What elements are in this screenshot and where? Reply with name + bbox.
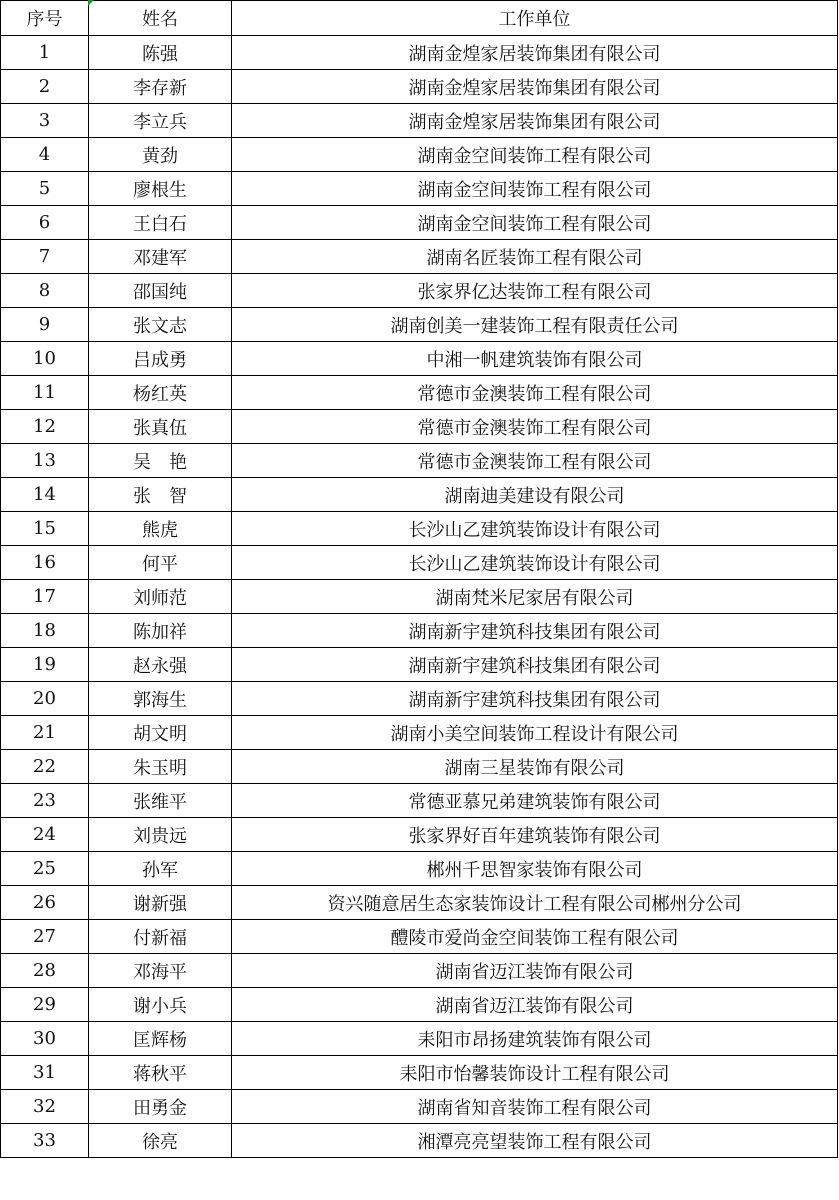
person-name: 何平 <box>89 546 232 580</box>
person-name: 徐亮 <box>89 1124 232 1158</box>
table-row <box>1 988 838 1022</box>
table-row <box>1 682 838 716</box>
person-name: 刘贵远 <box>89 818 232 852</box>
row-number: 6 <box>1 206 89 240</box>
work-unit: 湖南省迈江装饰有限公司 <box>232 988 838 1022</box>
row-number: 3 <box>1 104 89 138</box>
work-unit: 湖南新宇建筑科技集团有限公司 <box>232 682 838 716</box>
row-number: 33 <box>1 1124 89 1158</box>
table-row <box>1 444 838 478</box>
work-unit: 常德市金澳装饰工程有限公司 <box>232 444 838 478</box>
person-name: 吕成勇 <box>89 342 232 376</box>
work-unit: 常德市金澳装饰工程有限公司 <box>232 376 838 410</box>
table-row <box>1 818 838 852</box>
table-row <box>1 36 838 70</box>
work-unit: 湖南金空间装饰工程有限公司 <box>232 138 838 172</box>
row-number: 26 <box>1 886 89 920</box>
work-unit: 湖南新宇建筑科技集团有限公司 <box>232 648 838 682</box>
person-name: 赵永强 <box>89 648 232 682</box>
table-row <box>1 478 838 512</box>
person-name: 邓海平 <box>89 954 232 988</box>
work-unit: 张家界好百年建筑装饰有限公司 <box>232 818 838 852</box>
person-name: 田勇金 <box>89 1090 232 1124</box>
table-row <box>1 852 838 886</box>
row-number: 19 <box>1 648 89 682</box>
row-number: 15 <box>1 512 89 546</box>
work-unit: 长沙山乙建筑装饰设计有限公司 <box>232 546 838 580</box>
table-row <box>1 886 838 920</box>
work-unit: 醴陵市爱尚金空间装饰工程有限公司 <box>232 920 838 954</box>
person-name: 张文志 <box>89 308 232 342</box>
row-number: 18 <box>1 614 89 648</box>
row-number: 1 <box>1 36 89 70</box>
row-number: 14 <box>1 478 89 512</box>
table-row <box>1 920 838 954</box>
row-number: 7 <box>1 240 89 274</box>
table-row <box>1 104 838 138</box>
person-name: 廖根生 <box>89 172 232 206</box>
row-number: 24 <box>1 818 89 852</box>
row-number: 27 <box>1 920 89 954</box>
table-row <box>1 546 838 580</box>
row-number: 23 <box>1 784 89 818</box>
person-name: 杨红英 <box>89 376 232 410</box>
header-row <box>1 1 838 36</box>
work-unit: 湖南创美一建装饰工程有限责任公司 <box>232 308 838 342</box>
person-name: 孙军 <box>89 852 232 886</box>
table-row <box>1 512 838 546</box>
table-row <box>1 580 838 614</box>
row-number: 25 <box>1 852 89 886</box>
work-unit: 湖南小美空间装饰工程设计有限公司 <box>232 716 838 750</box>
row-number: 10 <box>1 342 89 376</box>
table-row <box>1 716 838 750</box>
work-unit: 常德亚慕兄弟建筑装饰有限公司 <box>232 784 838 818</box>
person-name: 吴 艳 <box>89 444 232 478</box>
person-name: 张真伍 <box>89 410 232 444</box>
table-row <box>1 648 838 682</box>
work-unit: 湖南金煌家居装饰集团有限公司 <box>232 70 838 104</box>
work-unit: 张家界亿达装饰工程有限公司 <box>232 274 838 308</box>
row-number: 8 <box>1 274 89 308</box>
row-number: 17 <box>1 580 89 614</box>
person-name: 陈强 <box>89 36 232 70</box>
work-unit: 湖南迪美建设有限公司 <box>232 478 838 512</box>
row-number: 2 <box>1 70 89 104</box>
header-unit: 工作单位 <box>232 1 838 36</box>
row-number: 31 <box>1 1056 89 1090</box>
work-unit: 湖南梵米尼家居有限公司 <box>232 580 838 614</box>
work-unit: 长沙山乙建筑装饰设计有限公司 <box>232 512 838 546</box>
table-row <box>1 308 838 342</box>
person-name: 邵国纯 <box>89 274 232 308</box>
person-name: 胡文明 <box>89 716 232 750</box>
work-unit: 中湘一帆建筑装饰有限公司 <box>232 342 838 376</box>
table-row <box>1 172 838 206</box>
work-unit: 资兴随意居生态家装饰设计工程有限公司郴州分公司 <box>232 886 838 920</box>
table-row <box>1 274 838 308</box>
person-name: 熊虎 <box>89 512 232 546</box>
work-unit: 湖南新宇建筑科技集团有限公司 <box>232 614 838 648</box>
person-name: 张维平 <box>89 784 232 818</box>
person-name: 张 智 <box>89 478 232 512</box>
table-row <box>1 954 838 988</box>
cell-comment-marker <box>88 0 94 6</box>
row-number: 30 <box>1 1022 89 1056</box>
person-name: 蒋秋平 <box>89 1056 232 1090</box>
row-number: 28 <box>1 954 89 988</box>
row-number: 21 <box>1 716 89 750</box>
header-no: 序号 <box>1 1 89 36</box>
row-number: 5 <box>1 172 89 206</box>
work-unit: 湖南金空间装饰工程有限公司 <box>232 206 838 240</box>
row-number: 9 <box>1 308 89 342</box>
work-unit: 耒阳市怡馨装饰设计工程有限公司 <box>232 1056 838 1090</box>
person-name: 王白石 <box>89 206 232 240</box>
table-row <box>1 240 838 274</box>
person-name: 黄劲 <box>89 138 232 172</box>
table-row <box>1 70 838 104</box>
row-number: 11 <box>1 376 89 410</box>
work-unit: 湖南三星装饰有限公司 <box>232 750 838 784</box>
table-row <box>1 206 838 240</box>
table-row <box>1 342 838 376</box>
table-row <box>1 1090 838 1124</box>
person-name: 付新福 <box>89 920 232 954</box>
person-name: 谢新强 <box>89 886 232 920</box>
row-number: 12 <box>1 410 89 444</box>
work-unit: 湖南省知音装饰工程有限公司 <box>232 1090 838 1124</box>
row-number: 13 <box>1 444 89 478</box>
work-unit: 常德市金澳装饰工程有限公司 <box>232 410 838 444</box>
table-row <box>1 784 838 818</box>
person-name: 邓建军 <box>89 240 232 274</box>
work-unit: 湖南金空间装饰工程有限公司 <box>232 172 838 206</box>
row-number: 16 <box>1 546 89 580</box>
header-name: 姓名 <box>89 1 232 36</box>
table-row <box>1 1124 838 1158</box>
work-unit: 湘潭亮亮望装饰工程有限公司 <box>232 1124 838 1158</box>
row-number: 29 <box>1 988 89 1022</box>
table-row <box>1 1056 838 1090</box>
work-unit: 湖南名匠装饰工程有限公司 <box>232 240 838 274</box>
work-unit: 郴州千思智家装饰有限公司 <box>232 852 838 886</box>
table-row <box>1 750 838 784</box>
person-name: 刘师范 <box>89 580 232 614</box>
person-name: 陈加祥 <box>89 614 232 648</box>
row-number: 4 <box>1 138 89 172</box>
work-unit: 湖南金煌家居装饰集团有限公司 <box>232 104 838 138</box>
person-name: 李存新 <box>89 70 232 104</box>
table-row <box>1 376 838 410</box>
row-number: 20 <box>1 682 89 716</box>
person-name: 李立兵 <box>89 104 232 138</box>
person-name: 郭海生 <box>89 682 232 716</box>
roster-body <box>1 36 838 1158</box>
table-row <box>1 614 838 648</box>
table-row <box>1 138 838 172</box>
work-unit: 湖南省迈江装饰有限公司 <box>232 954 838 988</box>
person-name: 朱玉明 <box>89 750 232 784</box>
row-number: 22 <box>1 750 89 784</box>
person-name: 谢小兵 <box>89 988 232 1022</box>
table-row <box>1 410 838 444</box>
row-number: 32 <box>1 1090 89 1124</box>
work-unit: 耒阳市昂扬建筑装饰有限公司 <box>232 1022 838 1056</box>
person-name: 匡辉杨 <box>89 1022 232 1056</box>
table-row <box>1 1022 838 1056</box>
work-unit: 湖南金煌家居装饰集团有限公司 <box>232 36 838 70</box>
